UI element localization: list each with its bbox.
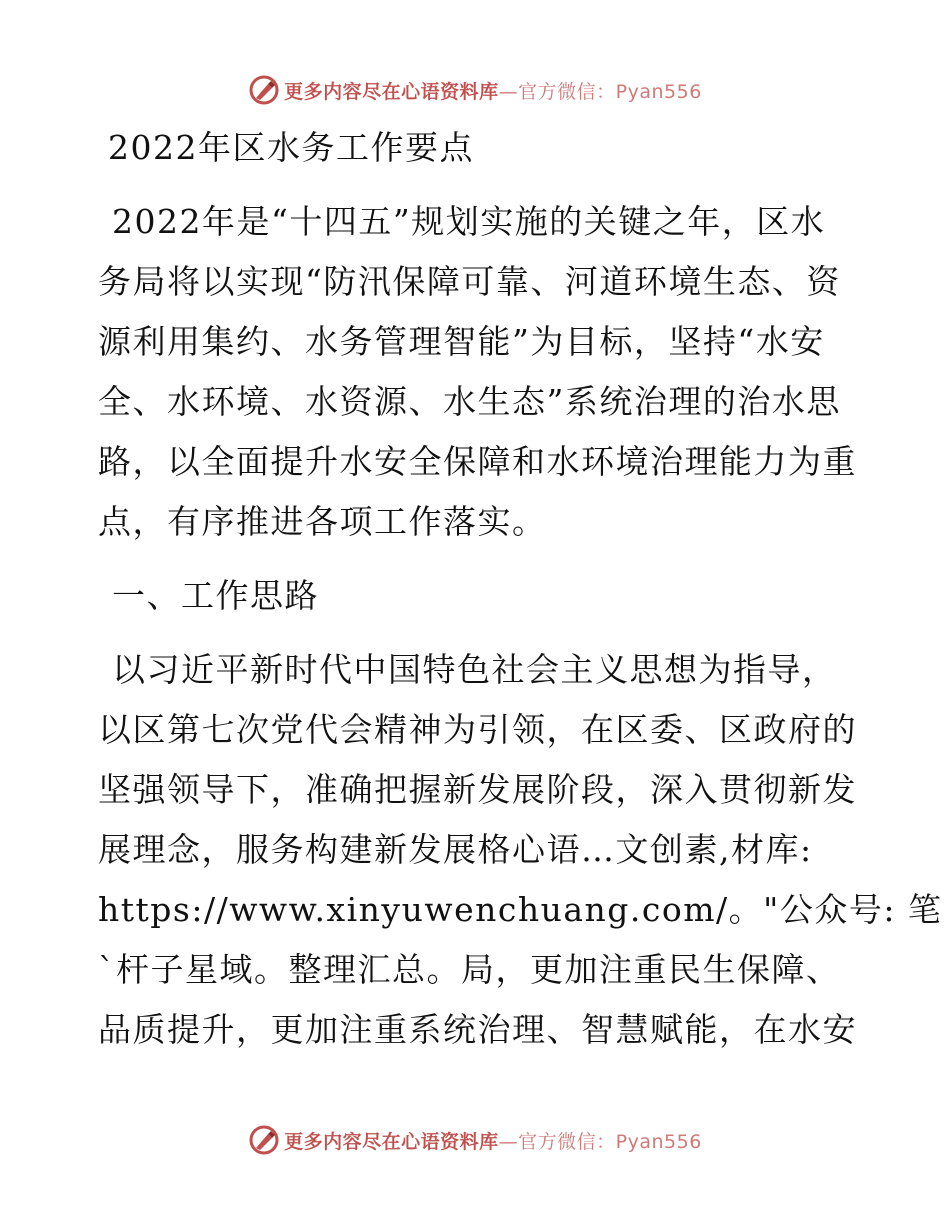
body-paragraph (98, 640, 943, 1060)
text-line: 务局将以实现“防汛保障可靠、河道环境生态、资 (98, 262, 841, 301)
section-heading: 一、工作思路 (112, 576, 319, 615)
pen-logo-icon (248, 74, 280, 106)
text-line: 全、水环境、水资源、水生态”系统治理的治水思 (98, 382, 841, 421)
text-line: 点，有序推进各项工作落实。 (98, 502, 547, 541)
watermark-brand: 更多内容尽在心语资料库 (284, 80, 499, 103)
watermark-separator: — (498, 1130, 519, 1153)
text-line: 源利用集约、水务管理智能”为目标，坚持“水安 (98, 322, 825, 361)
document-body (98, 118, 943, 1060)
watermark-contact: 官方微信：Pyan556 (518, 80, 702, 103)
watermark-separator: — (498, 80, 519, 103)
watermark-text (284, 77, 702, 104)
text-line: 展理念，服务构建新发展格心语…文创素,材库: (98, 830, 813, 869)
text-line: 以区第七次党代会精神为引领，在区委、区政府的 (98, 710, 857, 749)
watermark-contact: 官方微信：Pyan556 (518, 1130, 702, 1153)
text-line: 以习近平新时代中国特色社会主义思想为指导， (112, 650, 837, 689)
text-line: `杆子星域。整理汇总。局，更加注重民生保障、 (98, 950, 841, 989)
text-line: https://www.xinyuwenchuang.com/。"公众号: 笔 (98, 890, 943, 929)
intro-paragraph (98, 192, 857, 552)
watermark-brand: 更多内容尽在心语资料库 (284, 1130, 499, 1153)
text-line: 品质提升，更加注重系统治理、智慧赋能，在水安 (98, 1010, 857, 1049)
document-title: 2022年区水务工作要点 (108, 128, 474, 167)
watermark-banner-top (0, 70, 950, 110)
text-line: 2022年是“十四五”规划实施的关键之年，区水 (112, 202, 826, 241)
watermark-banner-bottom (0, 1120, 950, 1160)
text-line: 坚强领导下，准确把握新发展阶段，深入贯彻新发 (98, 770, 857, 809)
watermark-text (284, 1127, 702, 1154)
text-line: 路，以全面提升水安全保障和水环境治理能力为重 (98, 442, 857, 481)
pen-logo-icon (248, 1124, 280, 1156)
